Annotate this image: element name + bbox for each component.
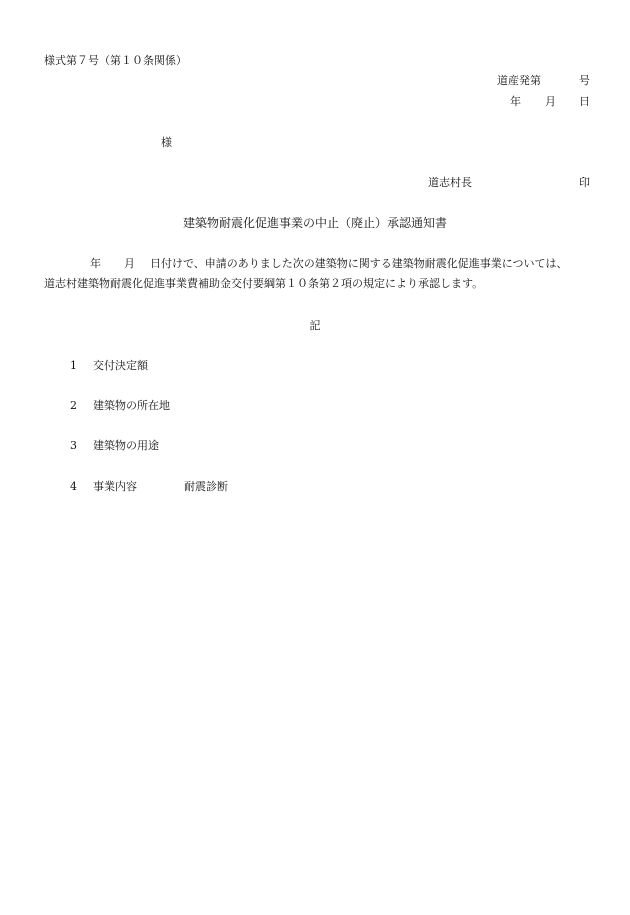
- item-label-project-content: 事業内容: [93, 480, 137, 493]
- sender-title: 道志村長: [428, 176, 472, 189]
- seal-mark: 印: [579, 176, 590, 189]
- document-title: 建築物耐震化促進事業の中止（廃止）承認通知書: [182, 216, 447, 230]
- body-year-label: 年: [90, 257, 101, 270]
- date-day-label: 日: [579, 95, 590, 108]
- item-label-building-use: 建築物の用途: [93, 439, 159, 452]
- item-label-building-location: 建築物の所在地: [93, 399, 170, 412]
- body-month-label: 月: [124, 257, 135, 270]
- date-year-label: 年: [510, 95, 521, 108]
- item-number: 4: [70, 480, 77, 493]
- item-number: 3: [70, 439, 77, 452]
- date-month-label: 月: [545, 95, 556, 108]
- document-number-suffix: 号: [579, 74, 590, 87]
- body-text-line-1: 日付けで、申請のありました次の建築物に関する建築物耐震化促進事業については、: [150, 257, 568, 270]
- body-text-line-2: 道志村建築物耐震化促進事業費補助金交付要綱第１０条第２項の規定により承認します。: [44, 277, 484, 290]
- item-number: 1: [70, 359, 77, 372]
- item-label-grant-amount: 交付決定額: [93, 359, 148, 372]
- addressee-honorific: 様: [161, 136, 172, 149]
- item-value-project-content: 耐震診断: [184, 480, 228, 493]
- item-number: 2: [70, 399, 77, 412]
- document-number-label: 道産発第: [497, 74, 541, 87]
- form-id: 様式第７号（第１０条関係）: [44, 54, 187, 67]
- ki-heading: 記: [309, 319, 321, 332]
